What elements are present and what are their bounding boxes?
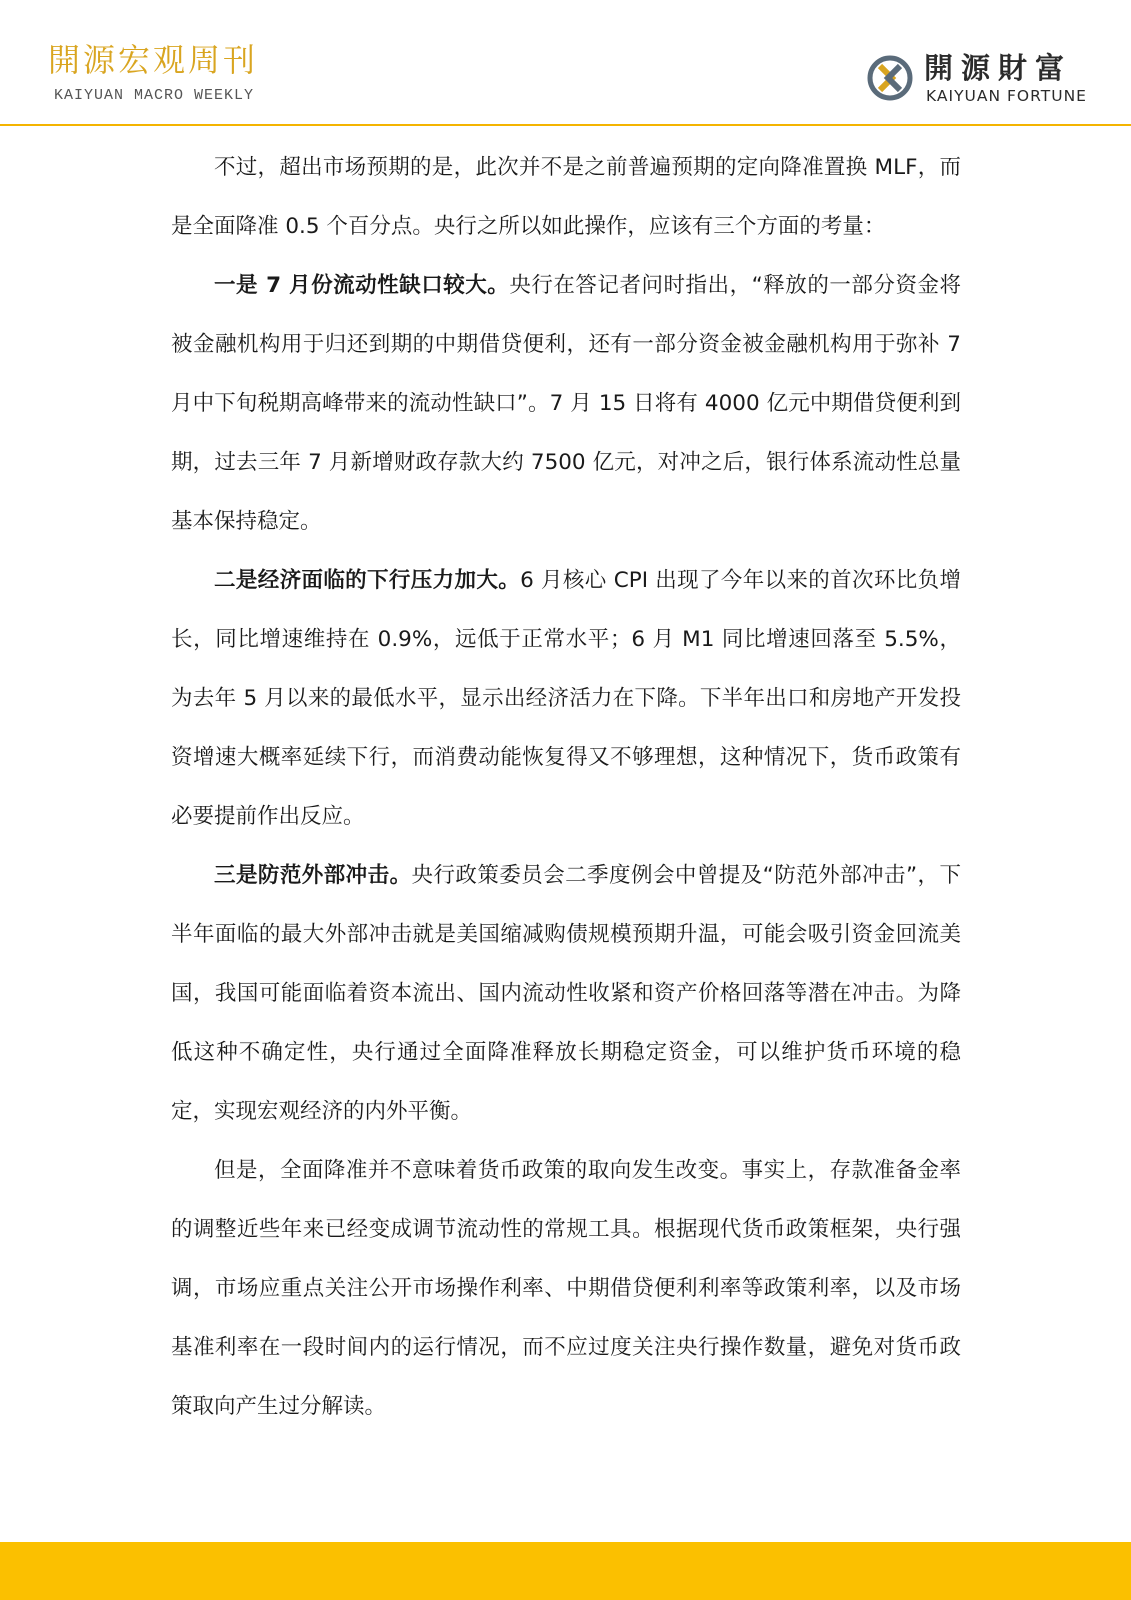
paragraph-lead: 二是经济面临的下行压力加大。 <box>214 568 521 593</box>
paragraph-lead: 一是 7 月份流动性缺口较大。 <box>214 273 510 298</box>
paragraph-intro <box>171 138 961 256</box>
kaiyuan-logo-mark-icon <box>866 54 914 102</box>
paragraph-text: 央行政策委员会二季度例会中曾提及“防范外部冲击”，下半年面临的最大外部冲击就是美国缩减购债规模预期升温，可能会吸引资金回流美国，我国可能面临着资本流出、国内流动性收紧和资产价格回落等潜在冲击。为降低这种不确定性，央行通过全面降准释放长期稳定资金，可以维护货币环境的稳定，实现宏观经济的内外平衡。 <box>171 863 961 1124</box>
footer-bar <box>0 1542 1131 1600</box>
paragraph-lead: 三是防范外部冲击。 <box>214 863 412 888</box>
header-divider <box>0 124 1131 126</box>
paragraph-text: 不过，超出市场预期的是，此次并不是之前普遍预期的定向降准置换 MLF，而是全面降准 0.5 个百分点。央行之所以如此操作，应该有三个方面的考量： <box>171 155 961 239</box>
paragraph-reason-2 <box>171 551 961 846</box>
paragraph-text: 但是，全面降准并不意味着货币政策的取向发生改变。事实上，存款准备金率的调整近些年来已经变成调节流动性的常规工具。根据现代货币政策框架，央行强调，市场应重点关注公开市场操作利率、中期借贷便利利率等政策利率，以及市场基准利率在一段时间内的运行情况，而不应过度关注央行操作数量，避免对货币政策取向产生过分解读。 <box>171 1158 961 1419</box>
brand-title-en: KAIYUAN MACRO WEEKLY <box>54 87 255 104</box>
logo-text-en: KAIYUAN FORTUNE <box>926 87 1087 105</box>
paragraph-reason-3 <box>171 846 961 1141</box>
brand-title-cn: 開源宏观周刊 <box>48 41 259 79</box>
kaiyuan-fortune-logo <box>866 50 1096 110</box>
paragraph-text: 6 月核心 CPI 出现了今年以来的首次环比负增长，同比增速维持在 0.9%，远低于正常水平；6 月 M1 同比增速回落至 5.5%，为去年 5 月以来的最低水平，显示出经济活力在下降。下半年出口和房地产开发投资增速大概率延续下行，而消费动能恢复得又不够理想，这种情况下，货币政策有必要提前作出反应。 <box>171 568 961 829</box>
logo-text-cn: 開源財富 <box>924 51 1073 85</box>
paragraph-reason-1 <box>171 256 961 551</box>
paragraph-text: 央行在答记者问时指出，“释放的一部分资金将被金融机构用于归还到期的中期借贷便利，还有一部分资金被金融机构用于弥补 7 月中下旬税期高峰带来的流动性缺口”。7 月 15 日将有 4000 亿元中期借贷便利到期，过去三年 7 月新增财政存款大约 7500 亿元，对冲之后，银行体系流动性总量基本保持稳定。 <box>171 273 961 534</box>
paragraph-conclusion <box>171 1141 961 1436</box>
article-body <box>171 138 961 1436</box>
page-header <box>0 0 1131 126</box>
